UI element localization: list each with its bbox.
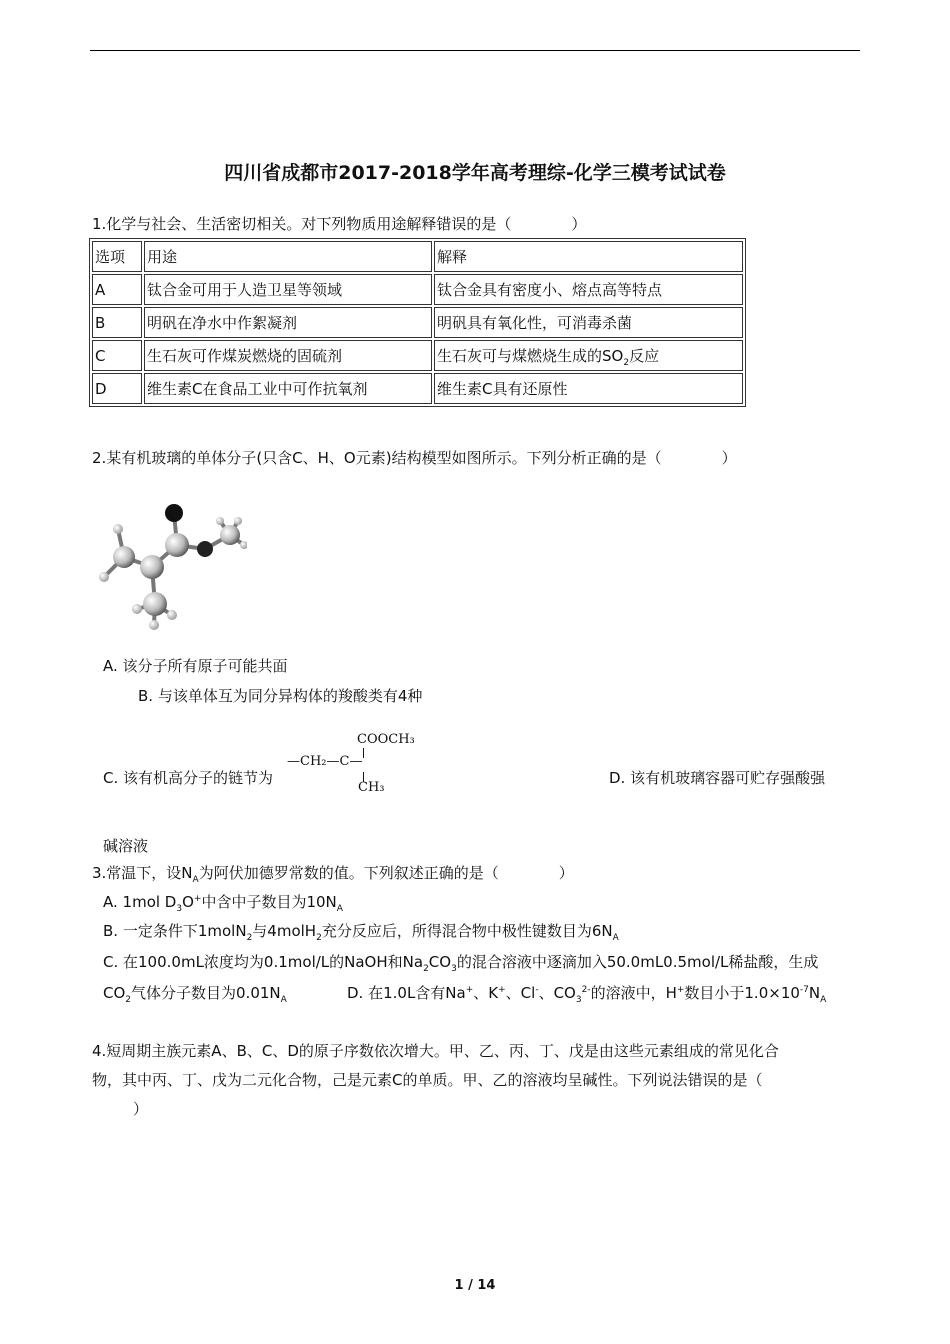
row-explain: 维生素C具有还原性 <box>434 373 743 404</box>
q2-option-d: D. 该有机玻璃容器可贮存强酸强 <box>609 769 826 787</box>
q2-option-a: A. 该分子所有原子可能共面 <box>103 657 288 675</box>
q2-option-c: C. 该有机高分子的链节为 <box>103 769 274 787</box>
formula-bottom: CH₃ <box>358 780 385 795</box>
row-option: B <box>92 307 142 338</box>
page-title: 四川省成都市2017-2018学年高考理综-化学三模考试试卷 <box>224 162 726 184</box>
q2-option-d-continued: 碱溶液 <box>103 837 149 855</box>
row-option: A <box>92 274 142 305</box>
q3-option-d: D. 在1.0L含有Na+、K+、Cl-、$CO_3^{2-}$的溶液中，H+数目小于$1.0\times 10^{-7}N_A$ <box>347 984 827 1005</box>
q4-line1: 4.短周期主族元素A、B、C、D的原子序数依次增大。甲、乙、丙、丁、戊是由这些元素组成的常见化合 <box>92 1042 779 1060</box>
q3-stem: 3.常温下，设$N_A$为阿伏加德罗常数的值。下列叙述正确的是（ ） <box>92 864 574 885</box>
row-use: 钛合金可用于人造卫星等领域 <box>144 274 432 305</box>
table-row <box>92 340 743 371</box>
molecule-model-image <box>92 497 247 632</box>
row-use: 生石灰可作煤炭燃烧的固硫剂 <box>144 340 432 371</box>
formula-top: COOCH₃ <box>357 732 415 747</box>
table-header-row <box>92 241 743 272</box>
q2-option-b: B. 与该单体互为同分异构体的羧酸类有4种 <box>138 687 423 705</box>
q2-stem: 2.某有机玻璃的单体分子(只含C、H、O元素)结构模型如图所示。下列分析正确的是（ ） <box>92 449 737 467</box>
table-row <box>92 307 743 338</box>
q3-option-b: B. 一定条件下1molN$_2$与4molH$_2$充分反应后，所得混合物中极性键数目为$6N_A$ <box>103 922 619 943</box>
q4-line2: 物，其中丙、丁、戊为二元化合物，己是元素C的单质。甲、乙的溶液均呈碱性。下列说法错误的是（ <box>92 1071 763 1089</box>
q3-option-c-line2: $CO_2$气体分子数目为$0.01N_A$ <box>103 984 287 1005</box>
table-row <box>92 373 743 404</box>
row-option: D <box>92 373 142 404</box>
header-use: 用途 <box>144 241 432 272</box>
q1-table <box>89 238 746 407</box>
table-row <box>92 274 743 305</box>
q3-option-c-line1: C. 在100.0mL浓度均为0.1mol/L的NaOH和$Na_2CO_3$的混合溶液中逐滴加入50.0mL0.5mol/L稀盐酸，生成 <box>103 953 819 974</box>
header-option: 选项 <box>92 241 142 272</box>
row-use: 维生素C在食品工业中可作抗氧剂 <box>144 373 432 404</box>
formula-bond-up <box>363 748 364 758</box>
chain-unit-formula <box>285 728 425 800</box>
row-option: C <box>92 340 142 371</box>
q3-option-a: A. 1mol $D_3O^+$中含中子数目为$10N_A$ <box>103 893 343 914</box>
row-explain: 生石灰可与煤燃烧生成的$SO_2$反应 <box>434 340 743 371</box>
row-explain: 明矾具有氧化性，可消毒杀菌 <box>434 307 743 338</box>
page-number: 1 / 14 <box>454 1278 496 1293</box>
formula-mid: —CH₂—C— <box>287 754 363 769</box>
q4-line3: ） <box>133 1100 149 1118</box>
row-explain: 钛合金具有密度小、熔点高等特点 <box>434 274 743 305</box>
header-rule <box>90 50 860 51</box>
q1-stem: 1.化学与社会、生活密切相关。对下列物质用途解释错误的是（ ） <box>92 215 587 233</box>
header-explain: 解释 <box>434 241 743 272</box>
row-use: 明矾在净水中作絮凝剂 <box>144 307 432 338</box>
